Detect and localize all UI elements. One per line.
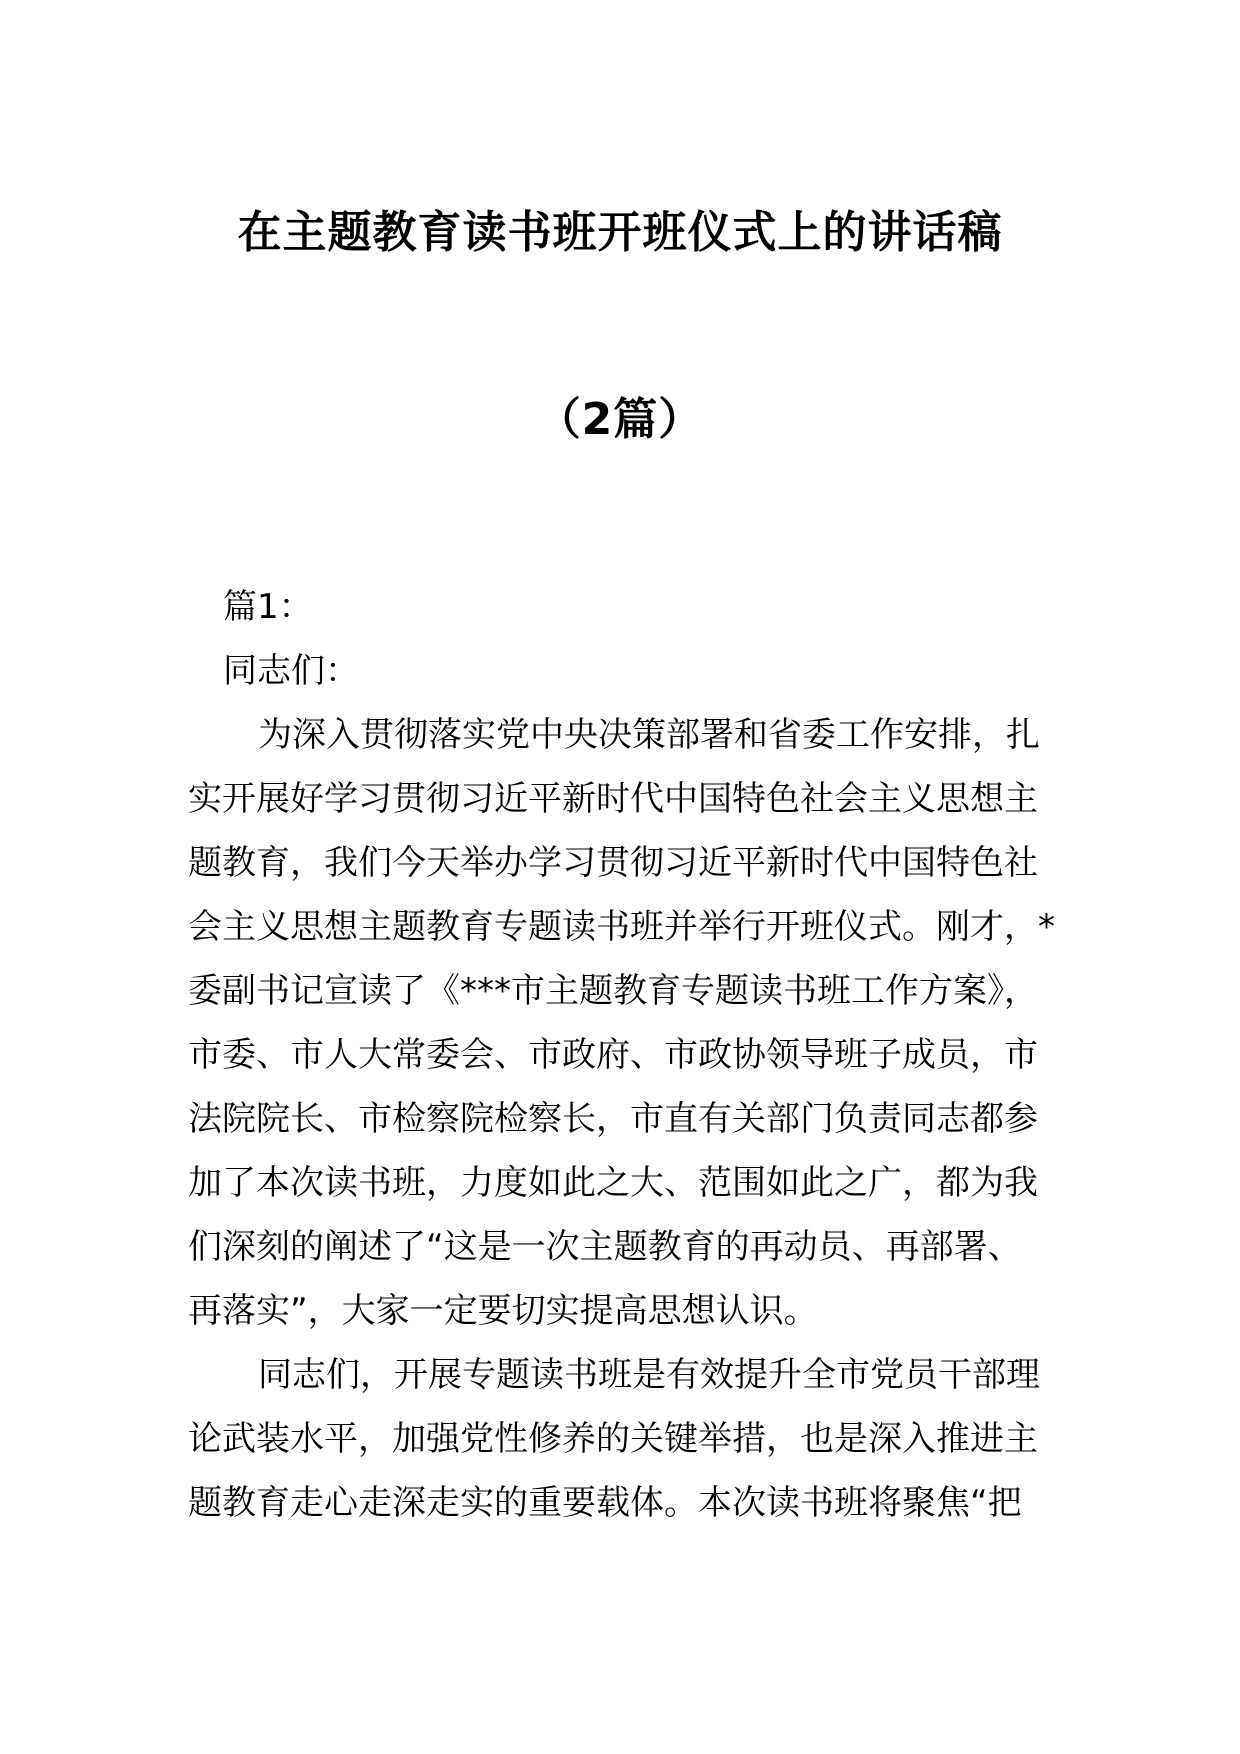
- paragraph-line: 实开展好学习贯彻习近平新时代中国特色社会主义思想主: [188, 779, 1038, 819]
- document-subtitle: （2篇）: [536, 394, 704, 445]
- paragraph-line: 市委、市人大常委会、市政府、市政协领导班子成员，市: [188, 1035, 1038, 1075]
- paragraph-line: 加了本次读书班，力度如此之大、范围如此之广，都为我: [188, 1163, 1038, 1203]
- paragraph-1: [188, 703, 1053, 1343]
- paragraph-2: [188, 1343, 1053, 1535]
- document-body: [188, 575, 1053, 1535]
- paragraph-line: 为深入贯彻落实党中央决策部署和省委工作安排，扎: [258, 715, 1040, 755]
- paragraph-line: 论武装水平，加强党性修养的关键举措，也是深入推进主: [188, 1419, 1038, 1459]
- document-title: 在主题教育读书班开班仪式上的讲话稿: [237, 207, 1003, 258]
- section-label: 篇1：: [223, 587, 313, 627]
- paragraph-line: 们深刻的阐述了“这是一次主题教育的再动员、再部署、: [188, 1227, 1022, 1267]
- paragraph-line: 委副书记宣读了《***市主题教育专题读书班工作方案》，: [188, 971, 1038, 1011]
- paragraph-line: 法院院长、市检察院检察长，市直有关部门负责同志都参: [188, 1099, 1038, 1139]
- salutation: 同志们：: [223, 651, 359, 691]
- paragraph-line: 题教育走心走深走实的重要载体。本次读书班将聚焦“把: [188, 1483, 1022, 1523]
- paragraph-line: 再落实”，大家一定要切实提高思想认识。: [188, 1291, 818, 1331]
- paragraph-line: 同志们，开展专题读书班是有效提升全市党员干部理: [258, 1355, 1040, 1395]
- paragraph-line: 会主义思想主题教育专题读书班并举行开班仪式。刚才，*: [188, 907, 1055, 947]
- paragraph-line: 题教育，我们今天举办学习贯彻习近平新时代中国特色社: [188, 843, 1038, 883]
